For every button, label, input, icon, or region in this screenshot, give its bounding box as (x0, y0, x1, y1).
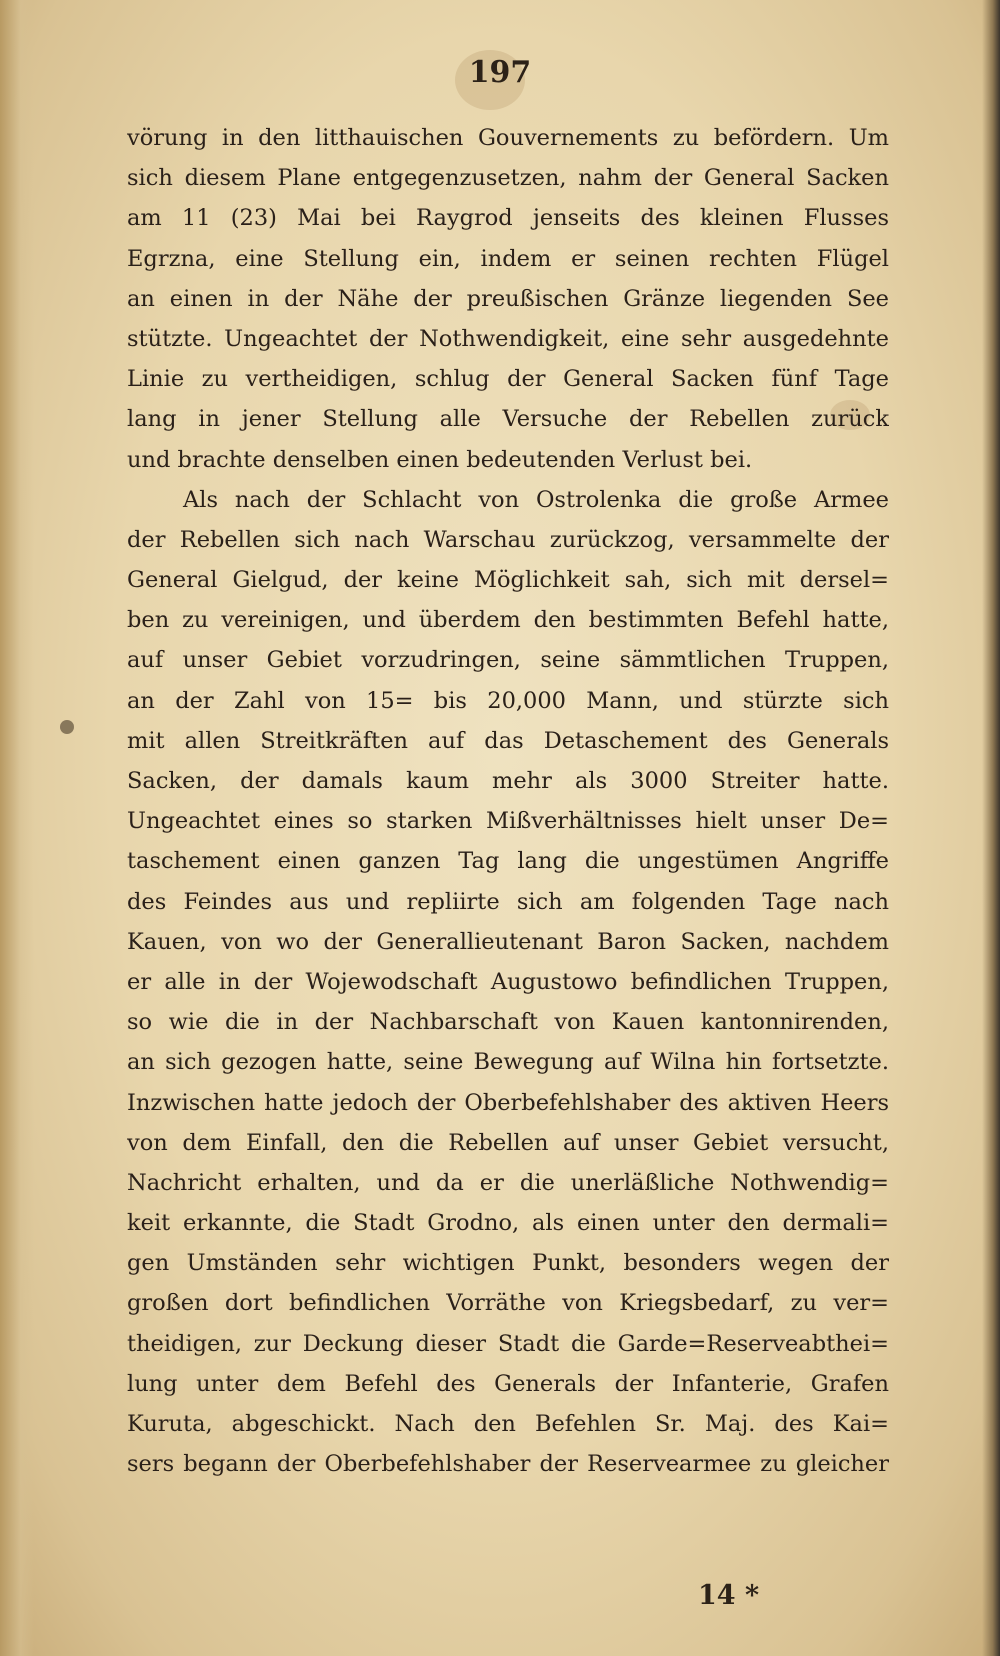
text-line: lang in jener Stellung alle Versuche der Rebellen zurück (127, 406, 889, 433)
text-line: taschement einen ganzen Tag lang die ungestümen Angriffe (127, 848, 889, 875)
text-line: und brachte denselben einen bedeutenden Verlust bei. (127, 446, 753, 473)
text-line: sich diesem Plane entgegenzusetzen, nahm der General Sacken (127, 165, 889, 192)
text-line: Linie zu vertheidigen, schlug der General Sacken fünf Tage (127, 366, 889, 393)
text-line: von dem Einfall, den die Rebellen auf unser Gebiet versucht, (127, 1129, 889, 1156)
sheet-signature: 14 * (698, 1580, 760, 1611)
text-line: großen dort befindlichen Vorräthe von Kriegsbedarf, zu ver= (127, 1290, 889, 1317)
text-line: lung unter dem Befehl des Generals der Infanterie, Grafen (127, 1370, 889, 1397)
text-line: stützte. Ungeachtet der Nothwendigkeit, eine sehr ausgedehnte (127, 325, 889, 352)
text-line: theidigen, zur Deckung dieser Stadt die Garde=Reserveabthei= (127, 1330, 889, 1357)
text-line: Sacken, der damals kaum mehr als 3000 Streiter hatte. (127, 768, 889, 794)
text-line: an der Zahl von 15= bis 20,000 Mann, und stürzte sich (127, 687, 889, 714)
text-line: auf unser Gebiet vorzudringen, seine sämmtlichen Truppen, (127, 647, 889, 674)
text-line: Ungeachtet eines so starken Mißverhältnisses hielt unser De= (127, 808, 889, 835)
page-number: 197 (468, 55, 532, 90)
text-line: Inzwischen hatte jedoch der Oberbefehlshaber des aktiven Heers (127, 1089, 889, 1116)
text-line: am 11 (23) Mai bei Raygrod jenseits des kleinen Flusses (127, 205, 889, 232)
text-line: Kauen, von wo der Generallieutenant Baron Sacken, nachdem (127, 928, 889, 955)
text-line: Egrzna, eine Stellung ein, indem er seinen rechten Flügel (127, 245, 889, 272)
text-line: General Gielgud, der keine Möglichkeit sah, sich mit dersel= (127, 567, 889, 594)
text-line: mit allen Streitkräften auf das Detaschement des Generals (127, 727, 889, 754)
text-line: keit erkannte, die Stadt Grodno, als einen unter den dermali= (127, 1210, 889, 1237)
text-line: gen Umständen sehr wichtigen Punkt, besonders wegen der (127, 1250, 889, 1277)
text-line: ben zu vereinigen, und überdem den bestimmten Befehl hatte, (127, 607, 889, 634)
text-line: der Rebellen sich nach Warschau zurückzog, versammelte der (127, 526, 889, 553)
text-line: an sich gezogen hatte, seine Bewegung auf Wilna hin fortsetzte. (127, 1049, 889, 1076)
text-line: sers begann der Oberbefehlshaber der Reservearmee zu gleicher (127, 1451, 889, 1478)
text-line: vörung in den litthauischen Gouvernements zu befördern. Um (127, 125, 889, 151)
text-line: Nachricht erhalten, und da er die unerläßliche Nothwendig= (127, 1169, 889, 1196)
foxing-stain (60, 720, 74, 734)
text-line: Als nach der Schlacht von Ostrolenka die große Armee (183, 486, 889, 513)
text-line: Kuruta, abgeschickt. Nach den Befehlen Sr. Maj. des Kai= (127, 1411, 889, 1437)
text-line: er alle in der Wojewodschaft Augustowo befindlichen Truppen, (127, 968, 889, 995)
text-line: so wie die in der Nachbarschaft von Kauen kantonnirenden, (127, 1009, 889, 1036)
text-line: des Feindes aus und repliirte sich am folgenden Tage nach (127, 888, 889, 915)
body-text (127, 118, 889, 1484)
text-line: an einen in der Nähe der preußischen Gränze liegenden See (127, 285, 889, 312)
